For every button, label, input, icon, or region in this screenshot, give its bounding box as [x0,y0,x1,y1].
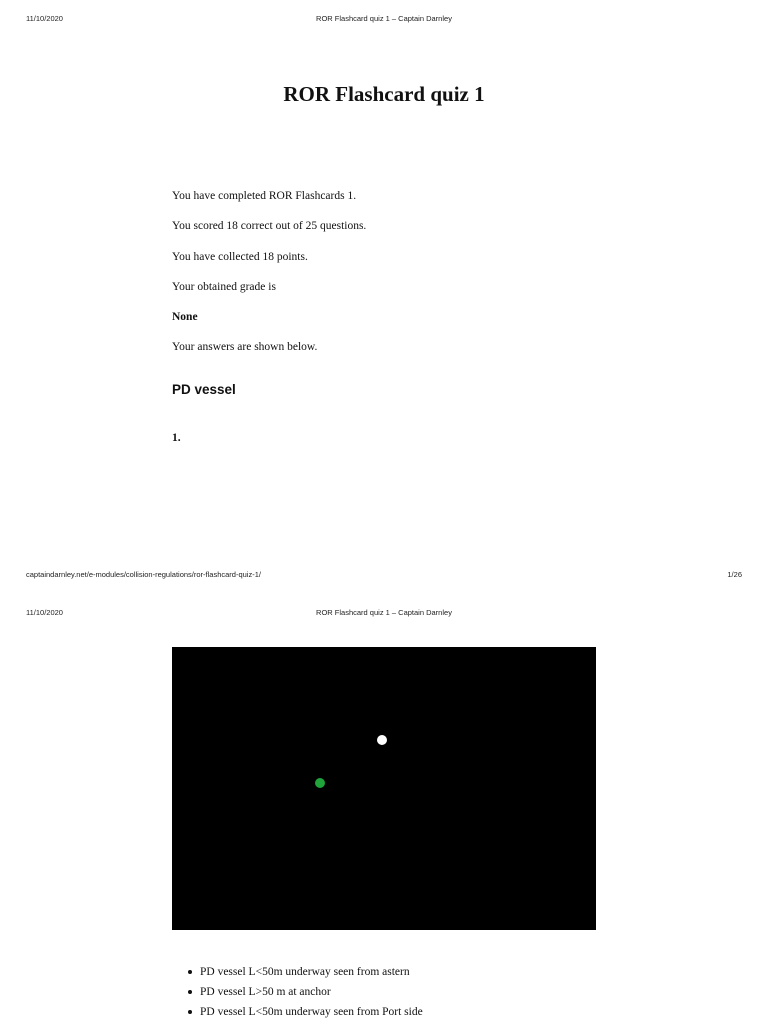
bullet-icon [188,1010,192,1014]
answer-option [172,1002,423,1022]
points-text: You have collected 18 points. [172,251,308,263]
grade-label: Your obtained grade is [172,281,276,293]
grade-value: None [172,311,198,323]
section-heading: PD vessel [172,382,236,397]
print-date: 11/10/2020 [26,608,63,617]
answers-note: Your answers are shown below. [172,341,318,353]
answer-option [172,962,423,982]
answer-options [172,962,423,1022]
answer-option [172,982,423,1002]
question-image [172,647,596,930]
score-text: You scored 18 correct out of 25 questions. [172,220,367,232]
print-date: 11/10/2020 [26,14,63,23]
bullet-icon [188,990,192,994]
page-number: 1/26 [727,570,742,579]
white-light-icon [377,735,387,745]
bullet-icon [188,970,192,974]
green-light-icon [315,778,325,788]
answer-option-label: PD vessel L>50 m at anchor [200,986,331,998]
question-number: 1. [172,432,181,444]
answer-option-label: PD vessel L<50m underway seen from astern [200,966,410,978]
page-title: ROR Flashcard quiz 1 [283,82,485,106]
print-footer-url: captaindarnley.net/e-modules/collision-regulations/ror-flashcard-quiz-1/ [26,570,261,579]
print-header-title: ROR Flashcard quiz 1 – Captain Darnley [316,14,452,23]
print-header-title: ROR Flashcard quiz 1 – Captain Darnley [316,608,452,617]
completed-text: You have completed ROR Flashcards 1. [172,190,357,202]
answer-option-label: PD vessel L<50m underway seen from Port side [200,1006,423,1018]
